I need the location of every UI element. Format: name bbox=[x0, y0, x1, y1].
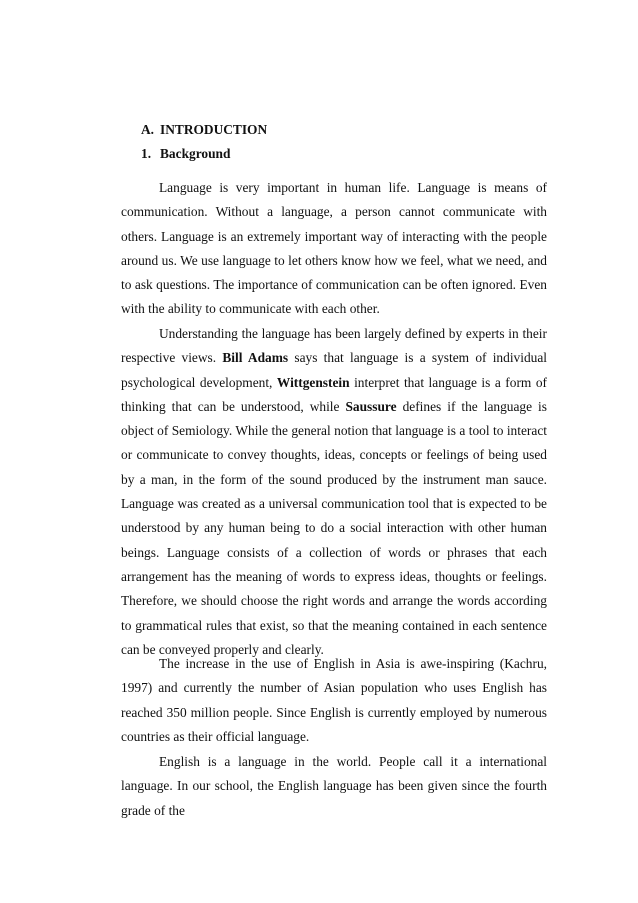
paragraph-2 bbox=[121, 322, 547, 662]
section-title: INTRODUCTION bbox=[160, 122, 268, 137]
paragraph-2-text-1: Understanding the language has been largely defined by experts in their respective views. bbox=[121, 326, 547, 366]
subsection-heading bbox=[141, 146, 230, 162]
paragraph-2-text-2: says that language is a system of individual psychological development, bbox=[121, 350, 548, 390]
section-number: A. bbox=[141, 122, 155, 137]
name-bill-adams: Bill Adams bbox=[222, 350, 289, 366]
subsection-number: 1. bbox=[141, 146, 152, 161]
subsection-title: Background bbox=[160, 146, 231, 161]
section-heading bbox=[141, 122, 267, 138]
paragraph-4: English is a language in the world. People call it a international language. In our school, the English language has been given since the fourth grade of the bbox=[121, 754, 547, 818]
paragraph-2-text-3: interpret that language is a form of thinking that can be understood, while bbox=[121, 374, 547, 414]
name-wittgenstein: Wittgenstein bbox=[276, 374, 350, 390]
paragraph-1: Language is very important in human life. Language is means of communication. Without a language, a person cannot communicate with others. Language is an extremely important way of interacting with the people around us. We use language to let others know how we feel, what we need, and to ask questions. The importance of communication can be often ignored. Even with the ability to communicate with each other. bbox=[121, 180, 547, 317]
name-saussure: Saussure bbox=[345, 398, 397, 414]
paragraph-3: The increase in the use of English in Asia is awe-inspiring (Kachru, 1997) and currently the number of Asian population who uses English has reached 350 million people. Since English is currently employed by numerous countries as their official language. bbox=[121, 656, 547, 744]
paragraph-2-text-4: defines if the language is object of Semiology. While the general notion that language is a tool to interact or communicate to convey thoughts, ideas, concepts or feelings of being used by a man, in the form of the sound produced by the instrument man sauce. Language was created as a universal communication tool that is expected to be understood by any human being to do a social interaction with other human beings. Language consists of a collection of words or phrases that each arrangement has the meaning of words to express ideas, thoughts or feelings. Therefore, we should choose the right words and arrange the words according to grammatical rules that exist, so that the meaning contained in each sentence can be conveyed properly and clearly. bbox=[121, 398, 547, 657]
